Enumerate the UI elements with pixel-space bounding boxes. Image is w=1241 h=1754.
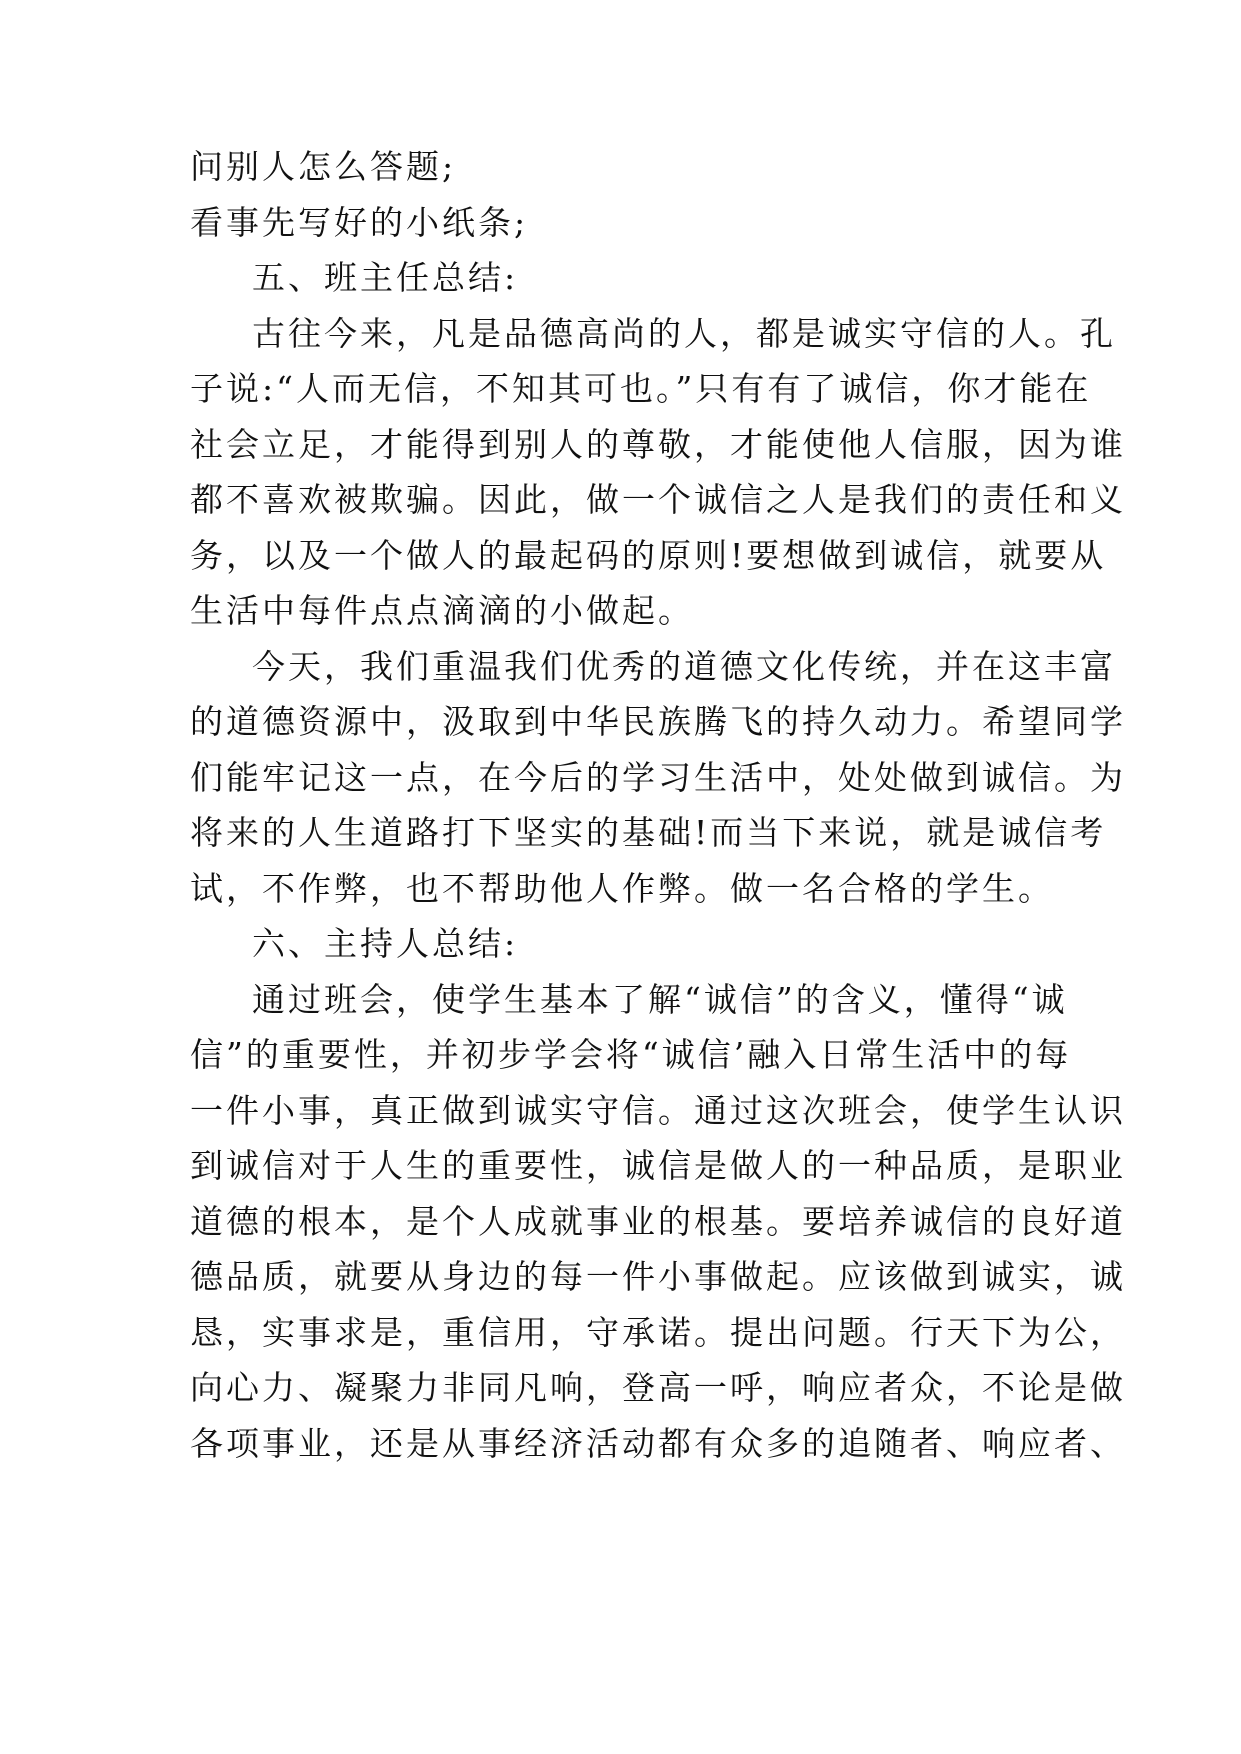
text-line: 试，不作弊，也不帮助他人作弊。做一名合格的学生。 xyxy=(190,868,1054,908)
text-line: 通过班会，使学生基本了解“诚信”的含义，懂得“诚 xyxy=(252,979,1068,1019)
text-line: 德品质，就要从身边的每一件小事做起。应该做到诚实，诚 xyxy=(190,1257,1126,1296)
text-line: 恳，实事求是，重信用，守承诺。提出问题。行天下为公， xyxy=(190,1312,1126,1352)
text-line: 子说:“人而无信，不知其可也。”只有有了诚信，你才能在 xyxy=(190,369,1092,408)
text-line: 各项事业，还是从事经济活动都有众多的追随者、响应者、 xyxy=(190,1423,1126,1463)
text-line: 生活中每件点点滴滴的小做起。 xyxy=(190,591,694,630)
text-line: 到诚信对于人生的重要性，诚信是做人的一种品质，是职业 xyxy=(190,1146,1126,1185)
text-line: 看事先写好的小纸条; xyxy=(190,202,529,242)
text-line: 的道德资源中，汲取到中华民族腾飞的持久动力。希望同学 xyxy=(190,702,1126,741)
text-line: 向心力、凝聚力非同凡响，登高一呼，响应者众，不论是做 xyxy=(190,1368,1126,1407)
text-line: 一件小事，真正做到诚实守信。通过这次班会，使学生认识 xyxy=(190,1090,1126,1130)
text-line: 六、主持人总结: xyxy=(252,924,519,963)
text-line: 务，以及一个做人的最起码的原则!要想做到诚信，就要从 xyxy=(190,535,1107,575)
text-line: 将来的人生道路打下坚实的基础!而当下来说，就是诚信考 xyxy=(190,813,1107,852)
text-line: 今天，我们重温我们优秀的道德文化传统，并在这丰富 xyxy=(252,646,1116,686)
text-line: 社会立足，才能得到别人的尊敬，才能使他人信服，因为谁 xyxy=(190,424,1126,464)
text-line: 道德的根本，是个人成就事业的根基。要培养诚信的良好道 xyxy=(190,1201,1126,1241)
text-line: 问别人怎么答题; xyxy=(190,147,457,186)
text-line: 五、班主任总结: xyxy=(252,258,519,297)
text-line: 们能牢记这一点，在今后的学习生活中，处处做到诚信。为 xyxy=(190,757,1126,797)
text-line: 信”的重要性，并初步学会将“诚信’融入日常生活中的每 xyxy=(190,1035,1072,1074)
text-line: 都不喜欢被欺骗。因此，做一个诚信之人是我们的责任和义 xyxy=(190,480,1126,519)
text-line: 古往今来，凡是品德高尚的人，都是诚实守信的人。孔 xyxy=(252,313,1116,353)
